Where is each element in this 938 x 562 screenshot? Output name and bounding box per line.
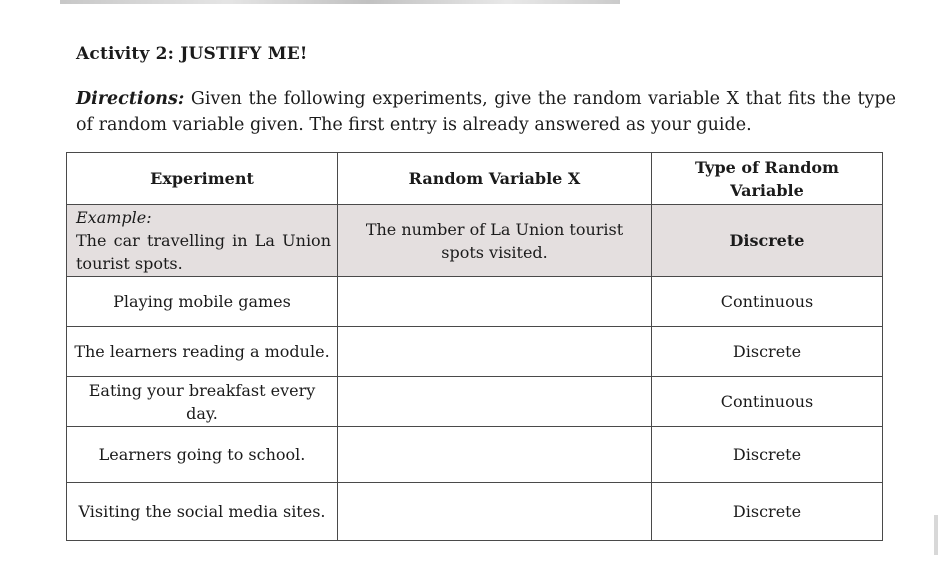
experiment-cell: Eating your breakfast every day. bbox=[67, 377, 338, 427]
activity-table bbox=[66, 152, 883, 541]
cropped-previous-text bbox=[60, 0, 620, 4]
header-random-variable: Random Variable X bbox=[338, 153, 652, 205]
type-cell: Continuous bbox=[652, 377, 883, 427]
type-cell: Continuous bbox=[652, 277, 883, 327]
activity-title: Activity 2: JUSTIFY ME! bbox=[76, 44, 308, 64]
example-experiment: The car travelling in La Union tourist spots. bbox=[76, 231, 331, 273]
type-cell: Discrete bbox=[652, 483, 883, 541]
example-row bbox=[67, 205, 883, 277]
directions-paragraph bbox=[76, 86, 896, 138]
page-edge-shadow bbox=[934, 515, 938, 555]
random-variable-answer-cell[interactable] bbox=[338, 377, 652, 427]
header-experiment: Experiment bbox=[67, 153, 338, 205]
experiment-cell: Visiting the social media sites. bbox=[67, 483, 338, 541]
experiment-cell: The learners reading a module. bbox=[67, 327, 338, 377]
directions-text: Given the following experiments, give the random variable X that fits the type of random variable given. The first entry is already answered as your guide. bbox=[76, 89, 896, 135]
random-variable-answer-cell[interactable] bbox=[338, 327, 652, 377]
header-row bbox=[67, 153, 883, 205]
table-row bbox=[67, 327, 883, 377]
type-cell: Discrete bbox=[652, 327, 883, 377]
type-cell: Discrete bbox=[652, 427, 883, 483]
random-variable-answer-cell[interactable] bbox=[338, 427, 652, 483]
table-row bbox=[67, 377, 883, 427]
example-label: Example: bbox=[76, 208, 152, 227]
example-experiment-cell bbox=[67, 205, 338, 277]
random-variable-answer-cell[interactable] bbox=[338, 483, 652, 541]
table-row bbox=[67, 483, 883, 541]
random-variable-answer-cell[interactable] bbox=[338, 277, 652, 327]
table-row bbox=[67, 277, 883, 327]
experiment-cell: Playing mobile games bbox=[67, 277, 338, 327]
directions-lead: Directions: bbox=[76, 89, 185, 109]
header-type: Type of Random Variable bbox=[652, 153, 883, 205]
example-type: Discrete bbox=[652, 205, 883, 277]
example-random-variable: The number of La Union tourist spots visited. bbox=[338, 205, 652, 277]
experiment-cell: Learners going to school. bbox=[67, 427, 338, 483]
table-row bbox=[67, 427, 883, 483]
